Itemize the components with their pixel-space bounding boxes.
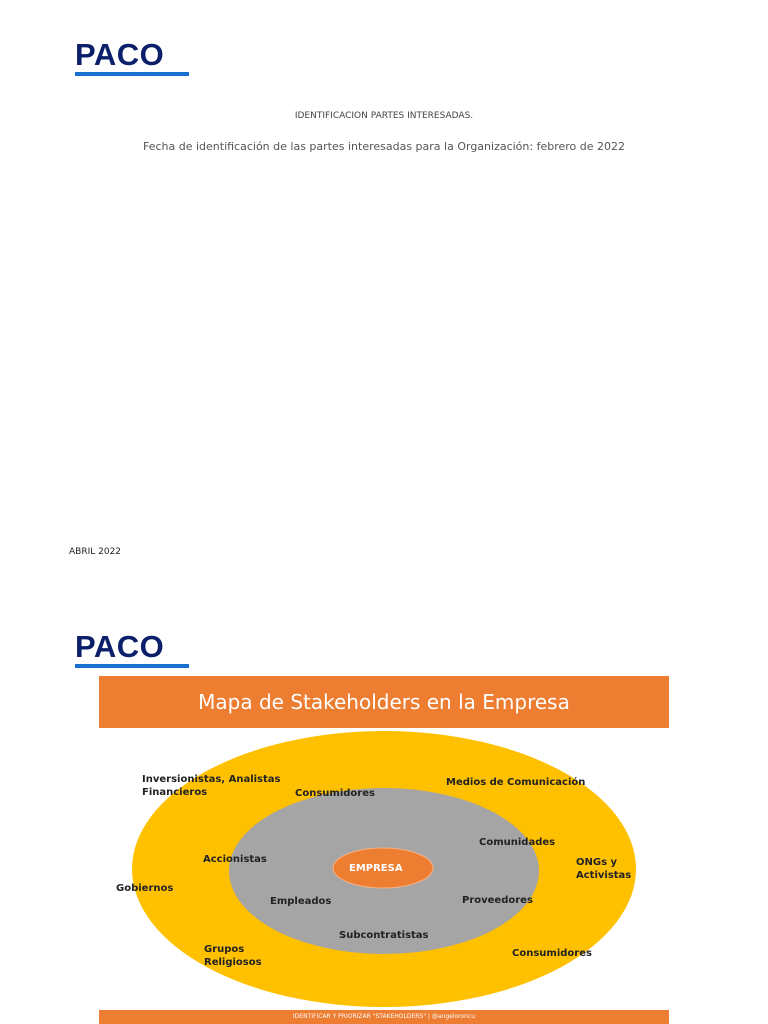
label-empleados: Empleados <box>270 896 332 907</box>
logo-underline <box>75 72 189 76</box>
label-consumidores-inner: Consumidores <box>295 788 375 799</box>
label-grupos-religiosos: Grupos Religiosos <box>204 944 262 968</box>
label-consumidores-outer: Consumidores <box>512 948 592 959</box>
label-accionistas: Accionistas <box>203 854 267 865</box>
label-gobiernos: Gobiernos <box>116 883 174 894</box>
document-title: IDENTIFICACION PARTES INTERESADAS. <box>294 111 474 121</box>
logo-wordmark: PACO <box>75 629 165 664</box>
label-subcontratistas: Subcontratistas <box>339 930 429 941</box>
logo-underline <box>75 664 189 668</box>
label-inversionistas: Inversionistas, Analistas Financieros <box>142 774 281 798</box>
label-ongs: ONGs y Activistas <box>576 857 632 881</box>
paco-logo <box>75 37 190 76</box>
label-proveedores: Proveedores <box>462 895 533 906</box>
label-medios: Medios de Comunicación <box>446 777 586 788</box>
document-subtitle: Fecha de identificación de las partes interesadas para la Organización: febrero de 2022 <box>142 140 626 153</box>
stakeholder-map-diagram <box>99 728 669 1010</box>
paco-logo-2 <box>75 629 190 668</box>
diagram-footer: IDENTIFICAR Y PRIORIZAR "STAKEHOLDERS" | @angeloroncu <box>99 1010 669 1024</box>
document-date: ABRIL 2022 <box>69 547 122 557</box>
logo-wordmark: PACO <box>75 37 165 72</box>
core-label: EMPRESA <box>349 863 403 874</box>
label-comunidades: Comunidades <box>479 837 556 848</box>
stakeholder-map-banner: Mapa de Stakeholders en la Empresa <box>99 676 669 728</box>
